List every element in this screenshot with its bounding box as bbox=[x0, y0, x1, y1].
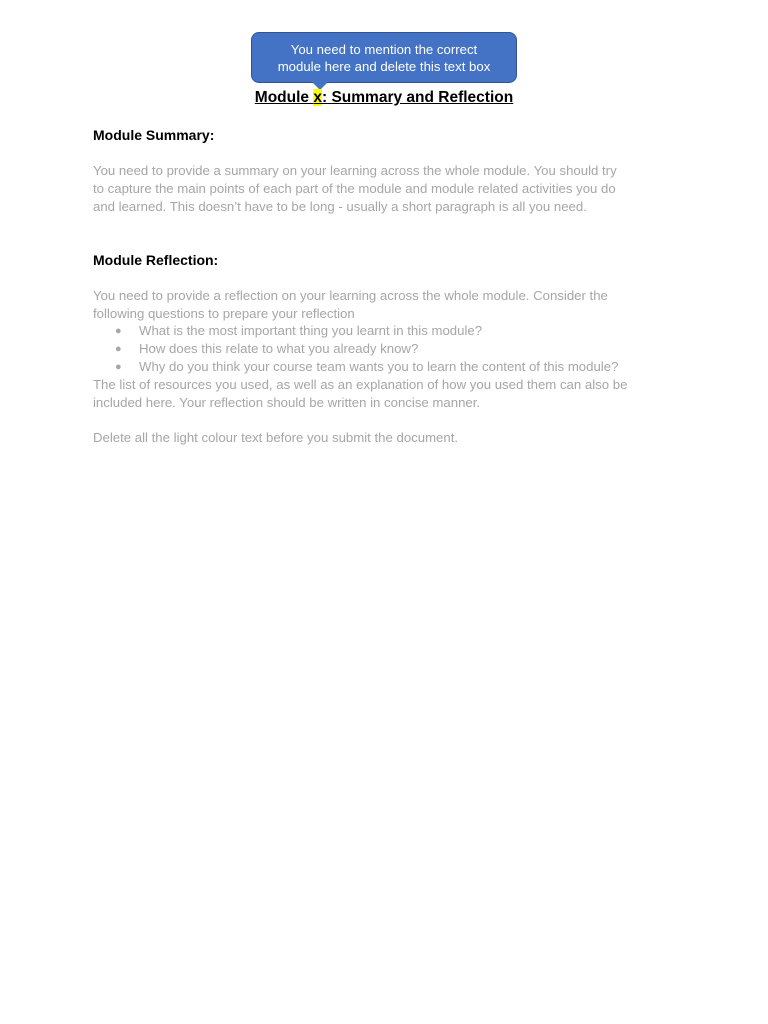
list-item bbox=[93, 358, 683, 376]
reflection-outro-line: included here. Your reflection should be written in concise manner. bbox=[93, 395, 481, 410]
reflection-outro-line: The list of resources you used, as well as an explanation of how you used them can also be bbox=[93, 377, 628, 392]
module-summary-heading: Module Summary: bbox=[93, 127, 215, 143]
reflection-intro-paragraph bbox=[93, 287, 683, 323]
module-reflection-heading: Module Reflection: bbox=[93, 252, 219, 268]
module-summary-paragraph bbox=[93, 162, 683, 216]
summary-line: to capture the main points of each part of the module and module related activities you do bbox=[93, 181, 616, 196]
title-prefix: Module bbox=[254, 89, 314, 106]
bullet-icon: ● bbox=[115, 343, 122, 355]
delete-instruction-note bbox=[93, 429, 683, 447]
list-item-text: How does this relate to what you already know? bbox=[139, 341, 419, 356]
list-item bbox=[93, 340, 683, 358]
reflection-intro-line: following questions to prepare your reflection bbox=[93, 306, 355, 321]
reflection-question-list bbox=[93, 322, 683, 376]
callout-text-box[interactable] bbox=[251, 32, 517, 83]
title-module-placeholder: x bbox=[313, 89, 322, 106]
summary-line: and learned. This doesn’t have to be long - usually a short paragraph is all you need. bbox=[93, 199, 587, 214]
list-item bbox=[93, 322, 683, 340]
title-suffix: : Summary and Reflection bbox=[321, 89, 514, 106]
reflection-outro-paragraph bbox=[93, 376, 683, 412]
bullet-icon: ● bbox=[115, 361, 122, 373]
document-title bbox=[0, 87, 768, 109]
summary-line: You need to provide a summary on your learning across the whole module. You should try bbox=[93, 163, 617, 178]
callout-line-2: module here and delete this text box bbox=[277, 59, 491, 74]
reflection-intro-line: You need to provide a reflection on your learning across the whole module. Consider the bbox=[93, 288, 608, 303]
list-item-text: What is the most important thing you learnt in this module? bbox=[139, 323, 483, 338]
bullet-icon: ● bbox=[115, 325, 122, 337]
list-item-text: Why do you think your course team wants you to learn the content of this module? bbox=[139, 359, 619, 374]
note-line: Delete all the light colour text before you submit the document. bbox=[93, 430, 459, 445]
callout-line-1: You need to mention the correct bbox=[290, 42, 478, 57]
